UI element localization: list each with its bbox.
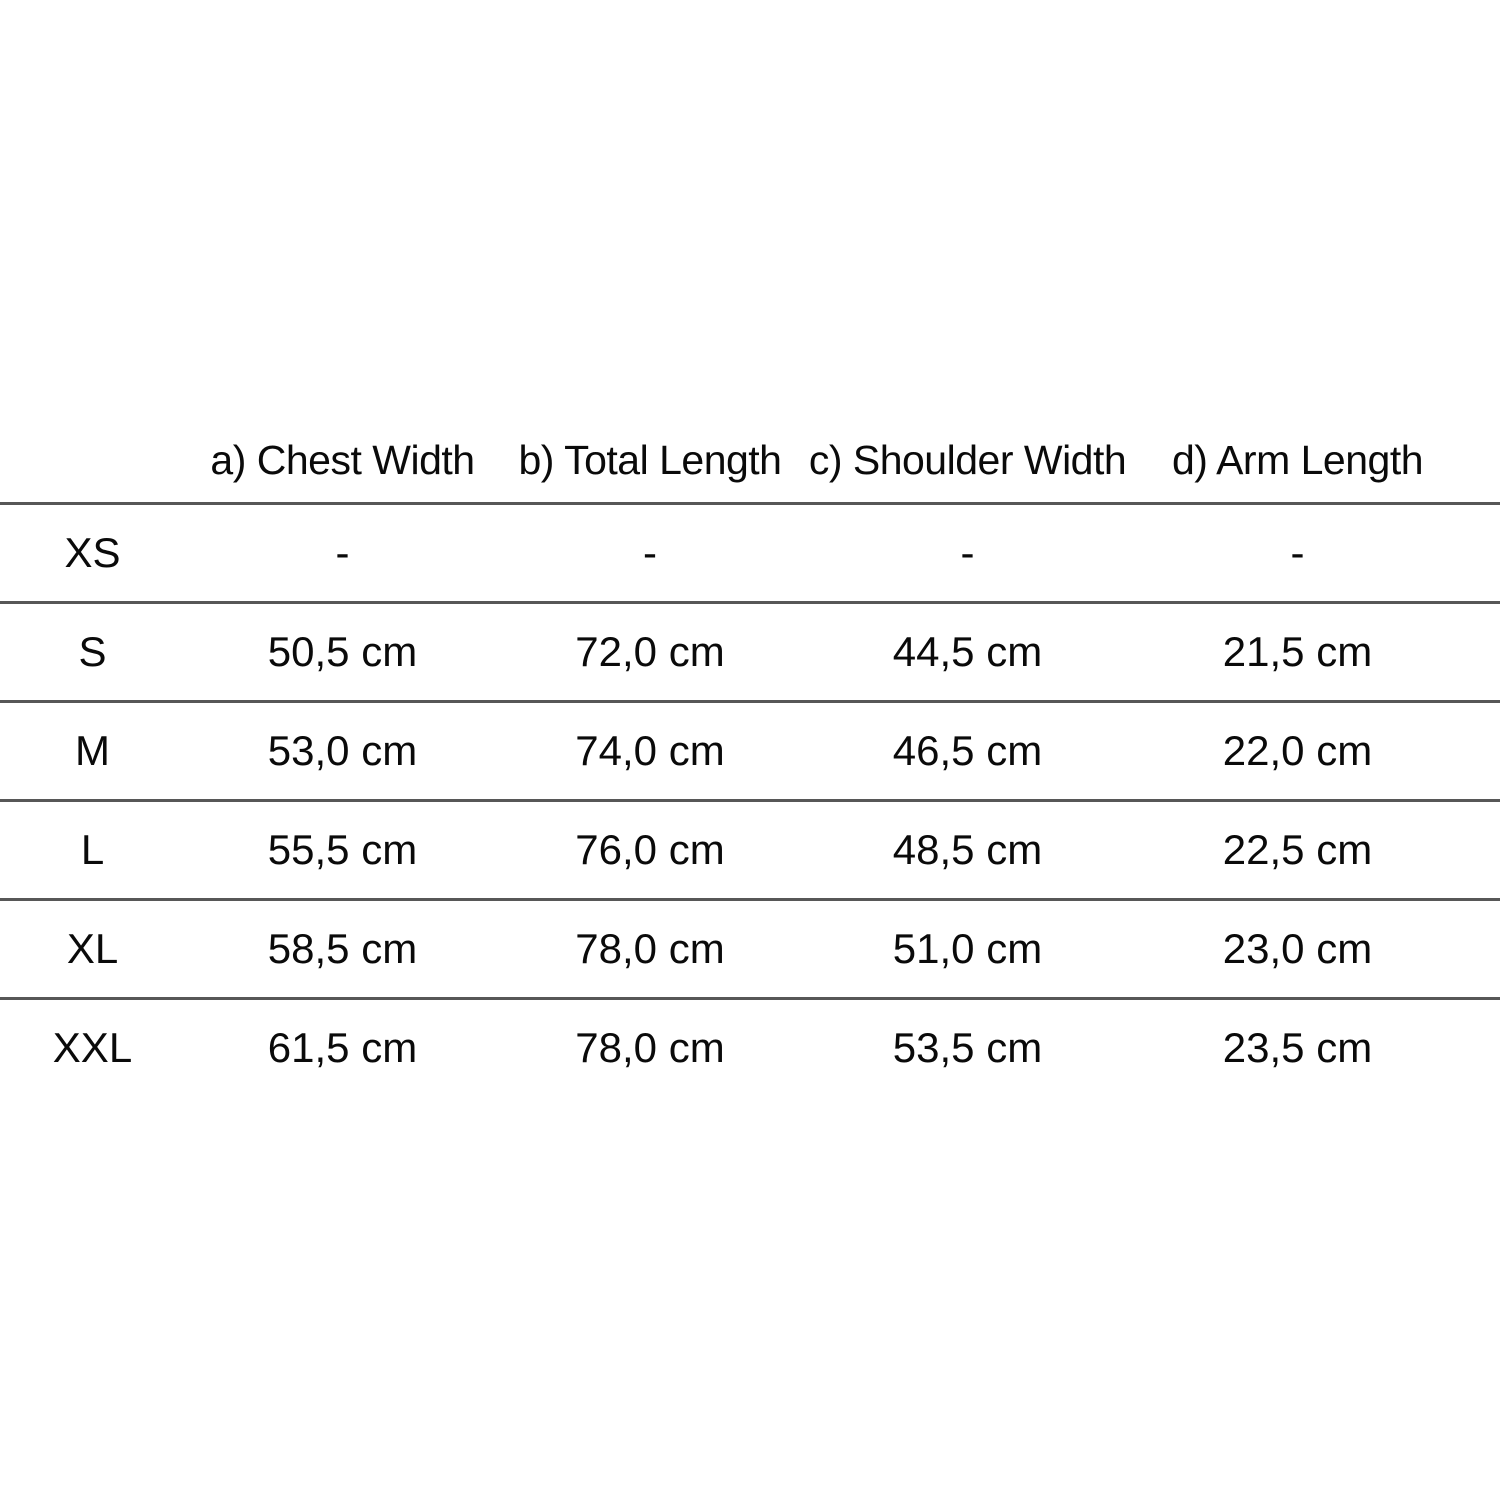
header-row: [0, 419, 1500, 503]
column-header-shoulder-width: c) Shoulder Width: [808, 436, 1127, 483]
total-length-value: 78,0 cm: [575, 1024, 725, 1072]
column-header-arm-length: d) Arm Length: [1171, 436, 1424, 483]
chest-width-value: 50,5 cm: [267, 627, 418, 675]
row-spacer: [1460, 800, 1500, 899]
arm-length-value: 23,0 cm: [1222, 924, 1373, 972]
table-row-l: [0, 800, 1500, 899]
row-spacer: [1460, 701, 1500, 800]
header-spacer: [1460, 419, 1500, 503]
arm-length-value: 23,5 cm: [1222, 1024, 1373, 1072]
row-spacer: [1460, 998, 1500, 1097]
total-length-value: 74,0 cm: [575, 726, 725, 774]
arm-length-value: 22,5 cm: [1222, 825, 1373, 873]
arm-length-value: 21,5 cm: [1222, 627, 1373, 675]
size-label: S: [78, 627, 107, 675]
shoulder-width-value: -: [960, 528, 975, 576]
shoulder-width-value: 53,5 cm: [892, 1024, 1043, 1072]
chest-width-value: 53,0 cm: [267, 726, 418, 774]
column-header-total-length: b) Total Length: [518, 436, 782, 483]
row-spacer: [1460, 503, 1500, 602]
shoulder-width-value: 46,5 cm: [892, 726, 1043, 774]
chest-width-value: 58,5 cm: [267, 924, 418, 972]
table-row-xl: [0, 899, 1500, 998]
shoulder-width-value: 48,5 cm: [892, 825, 1043, 873]
size-chart-table: [0, 419, 1500, 1097]
size-label: XL: [66, 924, 119, 972]
size-label: XS: [64, 528, 121, 576]
table-row-m: [0, 701, 1500, 800]
arm-length-value: 22,0 cm: [1222, 726, 1373, 774]
table-row-xxl: [0, 998, 1500, 1097]
size-label: L: [80, 825, 105, 873]
total-length-value: 76,0 cm: [575, 825, 725, 873]
chest-width-value: -: [335, 528, 350, 576]
shoulder-width-value: 44,5 cm: [892, 627, 1043, 675]
size-label: XXL: [52, 1024, 133, 1072]
chest-width-value: 55,5 cm: [267, 825, 418, 873]
row-spacer: [1460, 602, 1500, 701]
column-header-size: [0, 419, 185, 503]
column-header-chest-width: a) Chest Width: [210, 436, 475, 483]
size-label: M: [75, 726, 110, 774]
total-length-value: 72,0 cm: [575, 627, 725, 675]
total-length-value: 78,0 cm: [575, 924, 725, 972]
shoulder-width-value: 51,0 cm: [892, 924, 1043, 972]
total-length-value: -: [643, 528, 657, 576]
table-row-s: [0, 602, 1500, 701]
row-spacer: [1460, 899, 1500, 998]
arm-length-value: -: [1290, 528, 1305, 576]
table-row-xs: [0, 503, 1500, 602]
chest-width-value: 61,5 cm: [267, 1024, 418, 1072]
